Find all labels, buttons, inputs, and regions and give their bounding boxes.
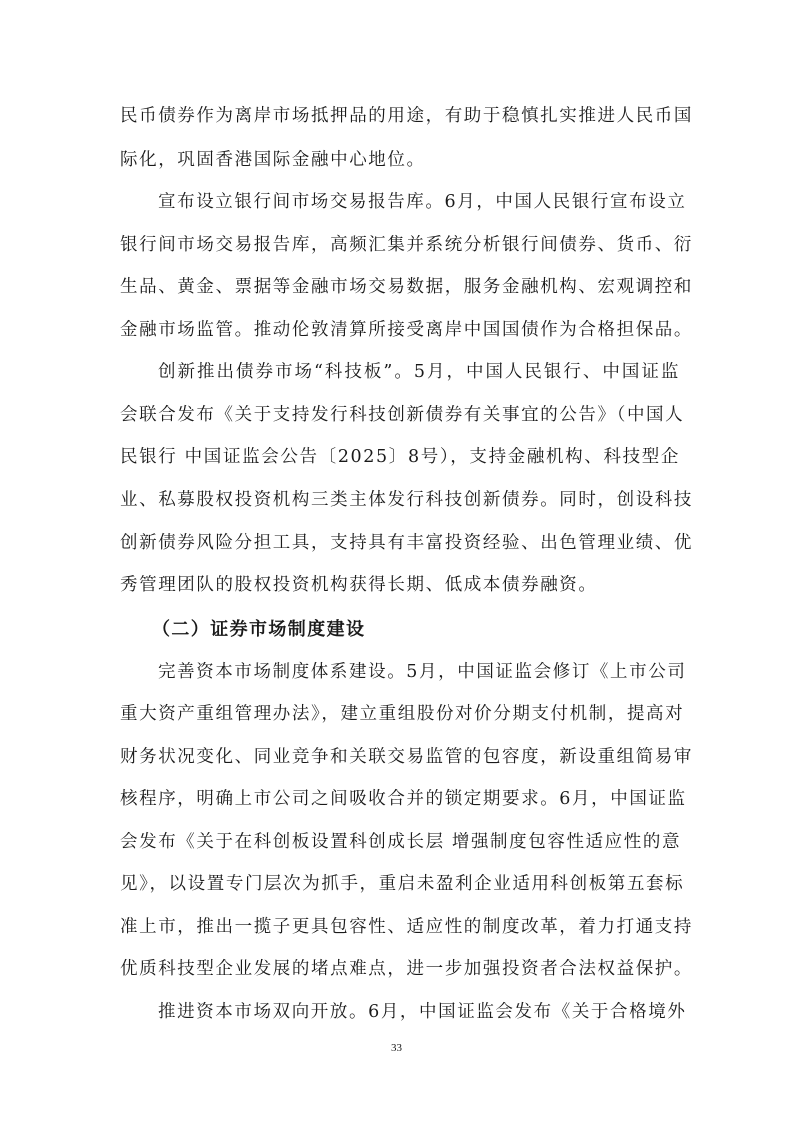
paragraph-line: 创新债券风险分担工具，支持具有丰富投资经验、出色管理业绩、优: [120, 533, 693, 553]
paragraph-line: 民币债券作为离岸市场抵押品的用途，有助于稳慎扎实推进人民币国: [120, 106, 693, 126]
paragraph-line: 重大资产重组管理办法》，建立重组股份对价分期支付机制，提高对: [120, 704, 685, 724]
paragraph-line: 业、私募股权投资机构三类主体发行科技创新债券。同时，创设科技: [120, 490, 693, 510]
paragraph-line: 金融市场监管。推动伦敦清算所接受离岸中国国债作为合格担保品。: [120, 320, 693, 340]
paragraph-line: 完善资本市场制度体系建设。5月，中国证监会修订《上市公司: [158, 662, 687, 682]
section-heading: （二）证券市场制度建设: [152, 619, 366, 640]
page-number: 33: [391, 1042, 402, 1054]
paragraph-line: 优质科技型企业发展的堵点难点，进一步加强投资者合法权益保护。: [120, 959, 693, 979]
paragraph-line: 秀管理团队的股权投资机构获得长期、低成本债券融资。: [120, 575, 598, 595]
paragraph-line: 银行间市场交易报告库，高频汇集并系统分析银行间债券、货币、衍: [120, 235, 693, 255]
paragraph-line: 宣布设立银行间市场交易报告库。6月，中国人民银行宣布设立: [158, 192, 687, 212]
paragraph-line: 核程序，明确上市公司之间吸收合并的锁定期要求。6月，中国证监: [120, 789, 687, 809]
paragraph-line: 见》，以设置专门层次为抓手，重启未盈利企业适用科创板第五套标: [120, 874, 685, 894]
paragraph-line: 会联合发布《关于支持发行科技创新债券有关事宜的公告》（中国人: [120, 405, 685, 425]
paragraph-line: 准上市，推出一揽子更具包容性、适应性的制度改革，着力打通支持: [120, 917, 693, 937]
paragraph-line: 民银行 中国证监会公告〔2025〕8号），支持金融机构、科技型企: [120, 447, 680, 467]
paragraph-line: 会发布《关于在科创板设置科创成长层 增强制度包容性适应性的意: [120, 832, 682, 852]
paragraph-line: 生品、黄金、票据等金融市场交易数据，服务金融机构、宏观调控和: [120, 277, 693, 297]
paragraph-line: 际化，巩固香港国际金融中心地位。: [120, 150, 426, 170]
paragraph-line: 创新推出债券市场“科技板”。5月，中国人民银行、中国证监: [158, 362, 680, 382]
paragraph-line: 推进资本市场双向开放。6月，中国证监会发布《关于合格境外: [158, 1002, 687, 1022]
paragraph-line: 财务状况变化、同业竞争和关联交易监管的包容度，新设重组简易审: [120, 747, 693, 767]
